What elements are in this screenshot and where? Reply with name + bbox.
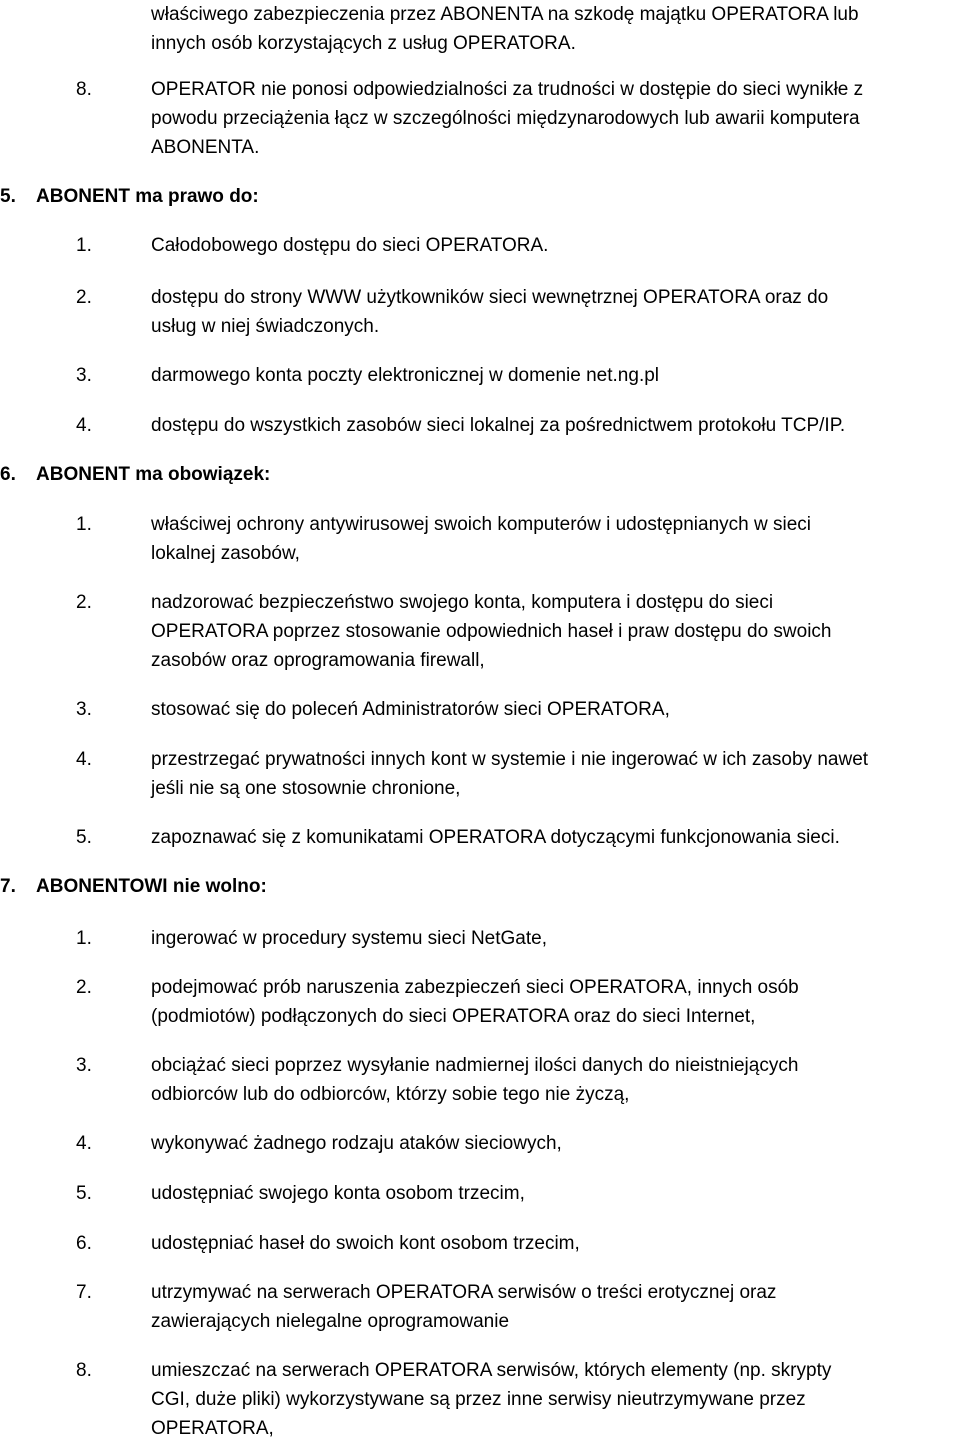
item-text <box>151 231 960 260</box>
item-text <box>151 361 960 390</box>
text-line: dostępu do wszystkich zasobów sieci lokalnej za pośrednictwem protokołu TCP/IP. <box>151 415 846 436</box>
text-line: właściwego zabezpieczenia przez ABONENTA na szkodę majątku OPERATORA lub <box>151 4 859 25</box>
item-number: 3. <box>76 1055 92 1076</box>
text-line: wykonywać żadnego rodzaju ataków sieciowych, <box>151 1133 562 1154</box>
item-text <box>151 823 960 852</box>
text-line: jeśli nie są one stosownie chronione, <box>151 778 461 799</box>
text-line: Całodobowego dostępu do sieci OPERATORA. <box>151 235 549 256</box>
item-number: 2. <box>76 592 92 613</box>
section-number: 5. <box>0 186 16 207</box>
item-text <box>151 1179 960 1208</box>
text-line: umieszczać na serwerach OPERATORA serwisów, których elementy (np. skrypty <box>151 1360 832 1381</box>
text-line: stosować się do poleceń Administratorów sieci OPERATORA, <box>151 699 670 720</box>
item-text <box>151 695 960 724</box>
item-number: 1. <box>76 928 92 949</box>
text-line: udostępniać swojego konta osobom trzecim, <box>151 1183 525 1204</box>
text-line: (podmiotów) podłączonych do sieci OPERATORA oraz do sieci Internet, <box>151 1006 756 1027</box>
item-text <box>151 924 960 953</box>
item-number: 5. <box>76 1183 92 1204</box>
item-number: 8. <box>76 79 92 100</box>
item-number: 1. <box>76 514 92 535</box>
item-text <box>151 745 960 803</box>
item-number: 6. <box>76 1233 92 1254</box>
text-line: usług w niej świadczonych. <box>151 316 380 337</box>
item-number: 4. <box>76 415 92 436</box>
section-heading <box>0 460 270 489</box>
text-line: zawierających nielegalne oprogramowanie <box>151 1311 510 1332</box>
text-line: zapoznawać się z komunikatami OPERATORA dotyczącymi funkcjonowania sieci. <box>151 827 840 848</box>
item-number: 4. <box>76 749 92 770</box>
item-number: 4. <box>76 1133 92 1154</box>
text-line: odbiorców lub do odbiorców, którzy sobie tego nie życzą, <box>151 1084 630 1105</box>
item-text <box>151 973 960 1031</box>
text-line: przestrzegać prywatności innych kont w systemie i nie ingerować w ich zasoby nawet <box>151 749 869 770</box>
text-line: nadzorować bezpieczeństwo swojego konta, komputera i dostępu do sieci <box>151 592 774 613</box>
text-line: powodu przeciążenia łącz w szczególności międzynarodowych lub awarii komputera <box>151 108 860 129</box>
item-text <box>151 1229 960 1258</box>
text-line: obciążać sieci poprzez wysyłanie nadmiernej ilości danych do nieistniejących <box>151 1055 799 1076</box>
section-title: ABONENTOWI nie wolno: <box>36 876 267 897</box>
section-number: 7. <box>0 876 16 897</box>
text-line: ABONENTA. <box>151 137 260 158</box>
text-line: utrzymywać na serwerach OPERATORA serwisów o treści erotycznej oraz <box>151 1282 777 1303</box>
item-text <box>151 75 960 162</box>
text-line: udostępniać haseł do swoich kont osobom trzecim, <box>151 1233 580 1254</box>
text-line: CGI, duże pliki) wykorzystywane są przez inne serwisy nieutrzymywane przez <box>151 1389 806 1410</box>
section-heading <box>0 872 267 901</box>
item-number: 2. <box>76 977 92 998</box>
item-text <box>151 1356 960 1443</box>
item-number: 5. <box>76 827 92 848</box>
text-line: lokalnej zasobów, <box>151 543 300 564</box>
section-title: ABONENT ma prawo do: <box>36 186 259 207</box>
section-title: ABONENT ma obowiązek: <box>36 464 271 485</box>
text-line: innych osób korzystających z usług OPERATORA. <box>151 33 576 54</box>
text-line: właściwej ochrony antywirusowej swoich komputerów i udostępnianych w sieci <box>151 514 812 535</box>
text-line: OPERATOR nie ponosi odpowiedzialności za trudności w dostępie do sieci wynikłe z <box>151 79 864 100</box>
section-heading <box>0 182 259 211</box>
item-number: 2. <box>76 287 92 308</box>
text-line: zasobów oraz oprogramowania firewall, <box>151 650 485 671</box>
item-text <box>151 588 960 675</box>
item-number: 3. <box>76 699 92 720</box>
text-line: OPERATORA, <box>151 1418 274 1439</box>
item-text <box>151 411 960 440</box>
item-text <box>151 1051 960 1109</box>
item-number: 3. <box>76 365 92 386</box>
section-number: 6. <box>0 464 16 485</box>
item-number: 1. <box>76 235 92 256</box>
text-line: dostępu do strony WWW użytkowników sieci wewnętrznej OPERATORA oraz do <box>151 287 829 308</box>
text-line: darmowego konta poczty elektronicznej w domenie net.ng.pl <box>151 365 660 386</box>
item-number: 8. <box>76 1360 92 1381</box>
text-line: ingerować w procedury systemu sieci NetGate, <box>151 928 547 949</box>
item-number: 7. <box>76 1282 92 1303</box>
item-text <box>151 510 960 568</box>
item-text <box>151 283 960 341</box>
item-text <box>151 1278 960 1336</box>
text-line: OPERATORA poprzez stosowanie odpowiednich haseł i praw dostępu do swoich <box>151 621 832 642</box>
intro-text <box>151 0 960 58</box>
item-text <box>151 1129 960 1158</box>
text-line: podejmować prób naruszenia zabezpieczeń sieci OPERATORA, innych osób <box>151 977 799 998</box>
